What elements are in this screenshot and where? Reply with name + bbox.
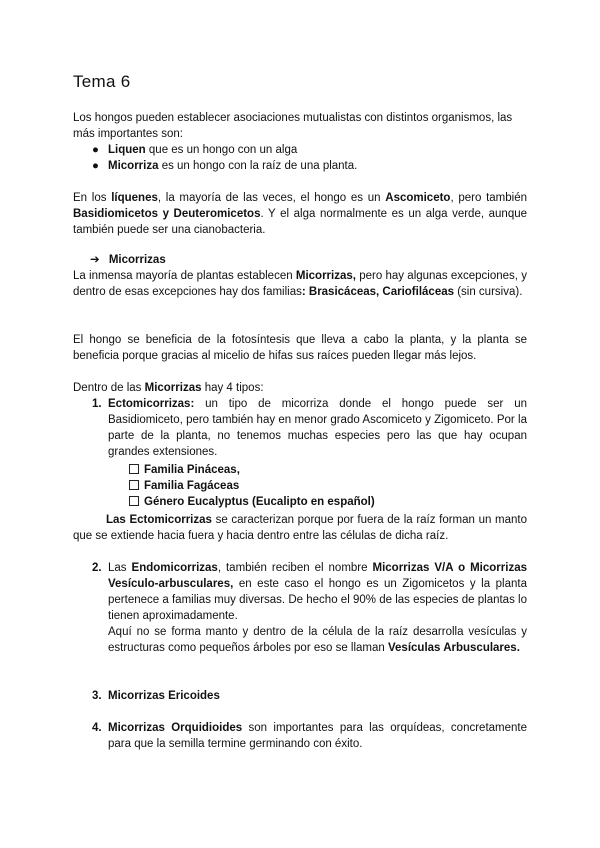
arrow-right-icon: ➔ — [90, 254, 100, 266]
checklist-item: Género Eucalyptus (Eucalipto en español) — [129, 494, 375, 510]
checkbox-icon — [129, 480, 139, 490]
list-number-1: 1. — [92, 398, 102, 410]
bullet-dot-icon: ● — [92, 160, 99, 172]
checklist-item: Familia Fagáceas — [129, 478, 239, 494]
tipo2-text-continued: Aquí no se forma manto y dentro de la célula de la raíz desarrolla vesículas y estructuras como pequeños árboles por eso se llaman Vesículas Arbusculares. — [108, 626, 527, 654]
liquenes-paragraph: En los líquenes, la mayoría de las veces, el hongo es un Ascomiceto, pero también Basidiomicetos y Deuteromicetos. Y el alga normalmente es un alga verde, aunque también puede ser una cianobacteria. — [73, 192, 528, 236]
beneficio-paragraph: El hongo se beneficia de la fotosíntesis que lleva a cabo la planta, y la planta se beneficia porque gracias al micelio de hifas sus raíces pueden llegar más lejos. — [73, 334, 527, 362]
list-number-2: 2. — [92, 562, 102, 574]
bullet-dot-icon: ● — [92, 144, 99, 156]
tipo4-text: Micorrizas Orquidioides son importantes para las orquídeas, concretamente para que la semilla termine germinando con éxito. — [108, 722, 527, 750]
intro-paragraph: Los hongos pueden establecer asociaciones mutualistas con distintos organismos, las más importantes son: — [73, 112, 513, 140]
excepciones-paragraph: La inmensa mayoría de plantas establecen Micorrizas, pero hay algunas excepciones, y dentro de esas excepciones hay dos familias: Brasicáceas, Cariofiláceas (sin cursiva). — [73, 270, 527, 298]
bullet-liquen: ● Liquen que es un hongo con un alga — [92, 144, 298, 156]
tipo2-text: Las Endomicorrizas, también reciben el nombre Micorrizas V/A o Micorrizas Vesículo-arbusculares, en este caso el hongo es un Zigomicetos y la planta pertenece a familias muy diversas. De hecho el 90% de las especies de plantas lo tienen aproximadamente. — [108, 562, 527, 622]
checklist-item: Familia Pináceas, — [129, 462, 240, 478]
page-title: Tema 6 — [73, 72, 131, 91]
bullet-micorriza: ● Micorriza es un hongo con la raíz de una planta. — [92, 160, 358, 172]
section-heading-micorrizas: ➔ Micorrizas — [90, 254, 166, 266]
tipo1-text: Ectomicorrizas: un tipo de micorriza donde el hongo puede ser un Basidiomiceto, pero también hay en menor grado Ascomiceto y Zigomiceto. Por la parte de la planta, no tenemos muchas especies pero las que hay ocupan grandes extensiones. — [108, 398, 527, 458]
list-number-3: 3. — [92, 690, 102, 702]
tipo3-text: Micorrizas Ericoides — [108, 690, 220, 702]
tipos-intro: Dentro de las Micorrizas hay 4 tipos: — [73, 382, 264, 394]
list-number-4: 4. — [92, 722, 102, 734]
checkbox-icon — [129, 496, 139, 506]
ectomicorrizas-note: Las Ectomicorrizas se caracterizan porque por fuera de la raíz forman un manto que se extiende hacia fuera y hacia dentro entre las células de dicha raíz. — [73, 514, 527, 542]
checkbox-icon — [129, 464, 139, 474]
